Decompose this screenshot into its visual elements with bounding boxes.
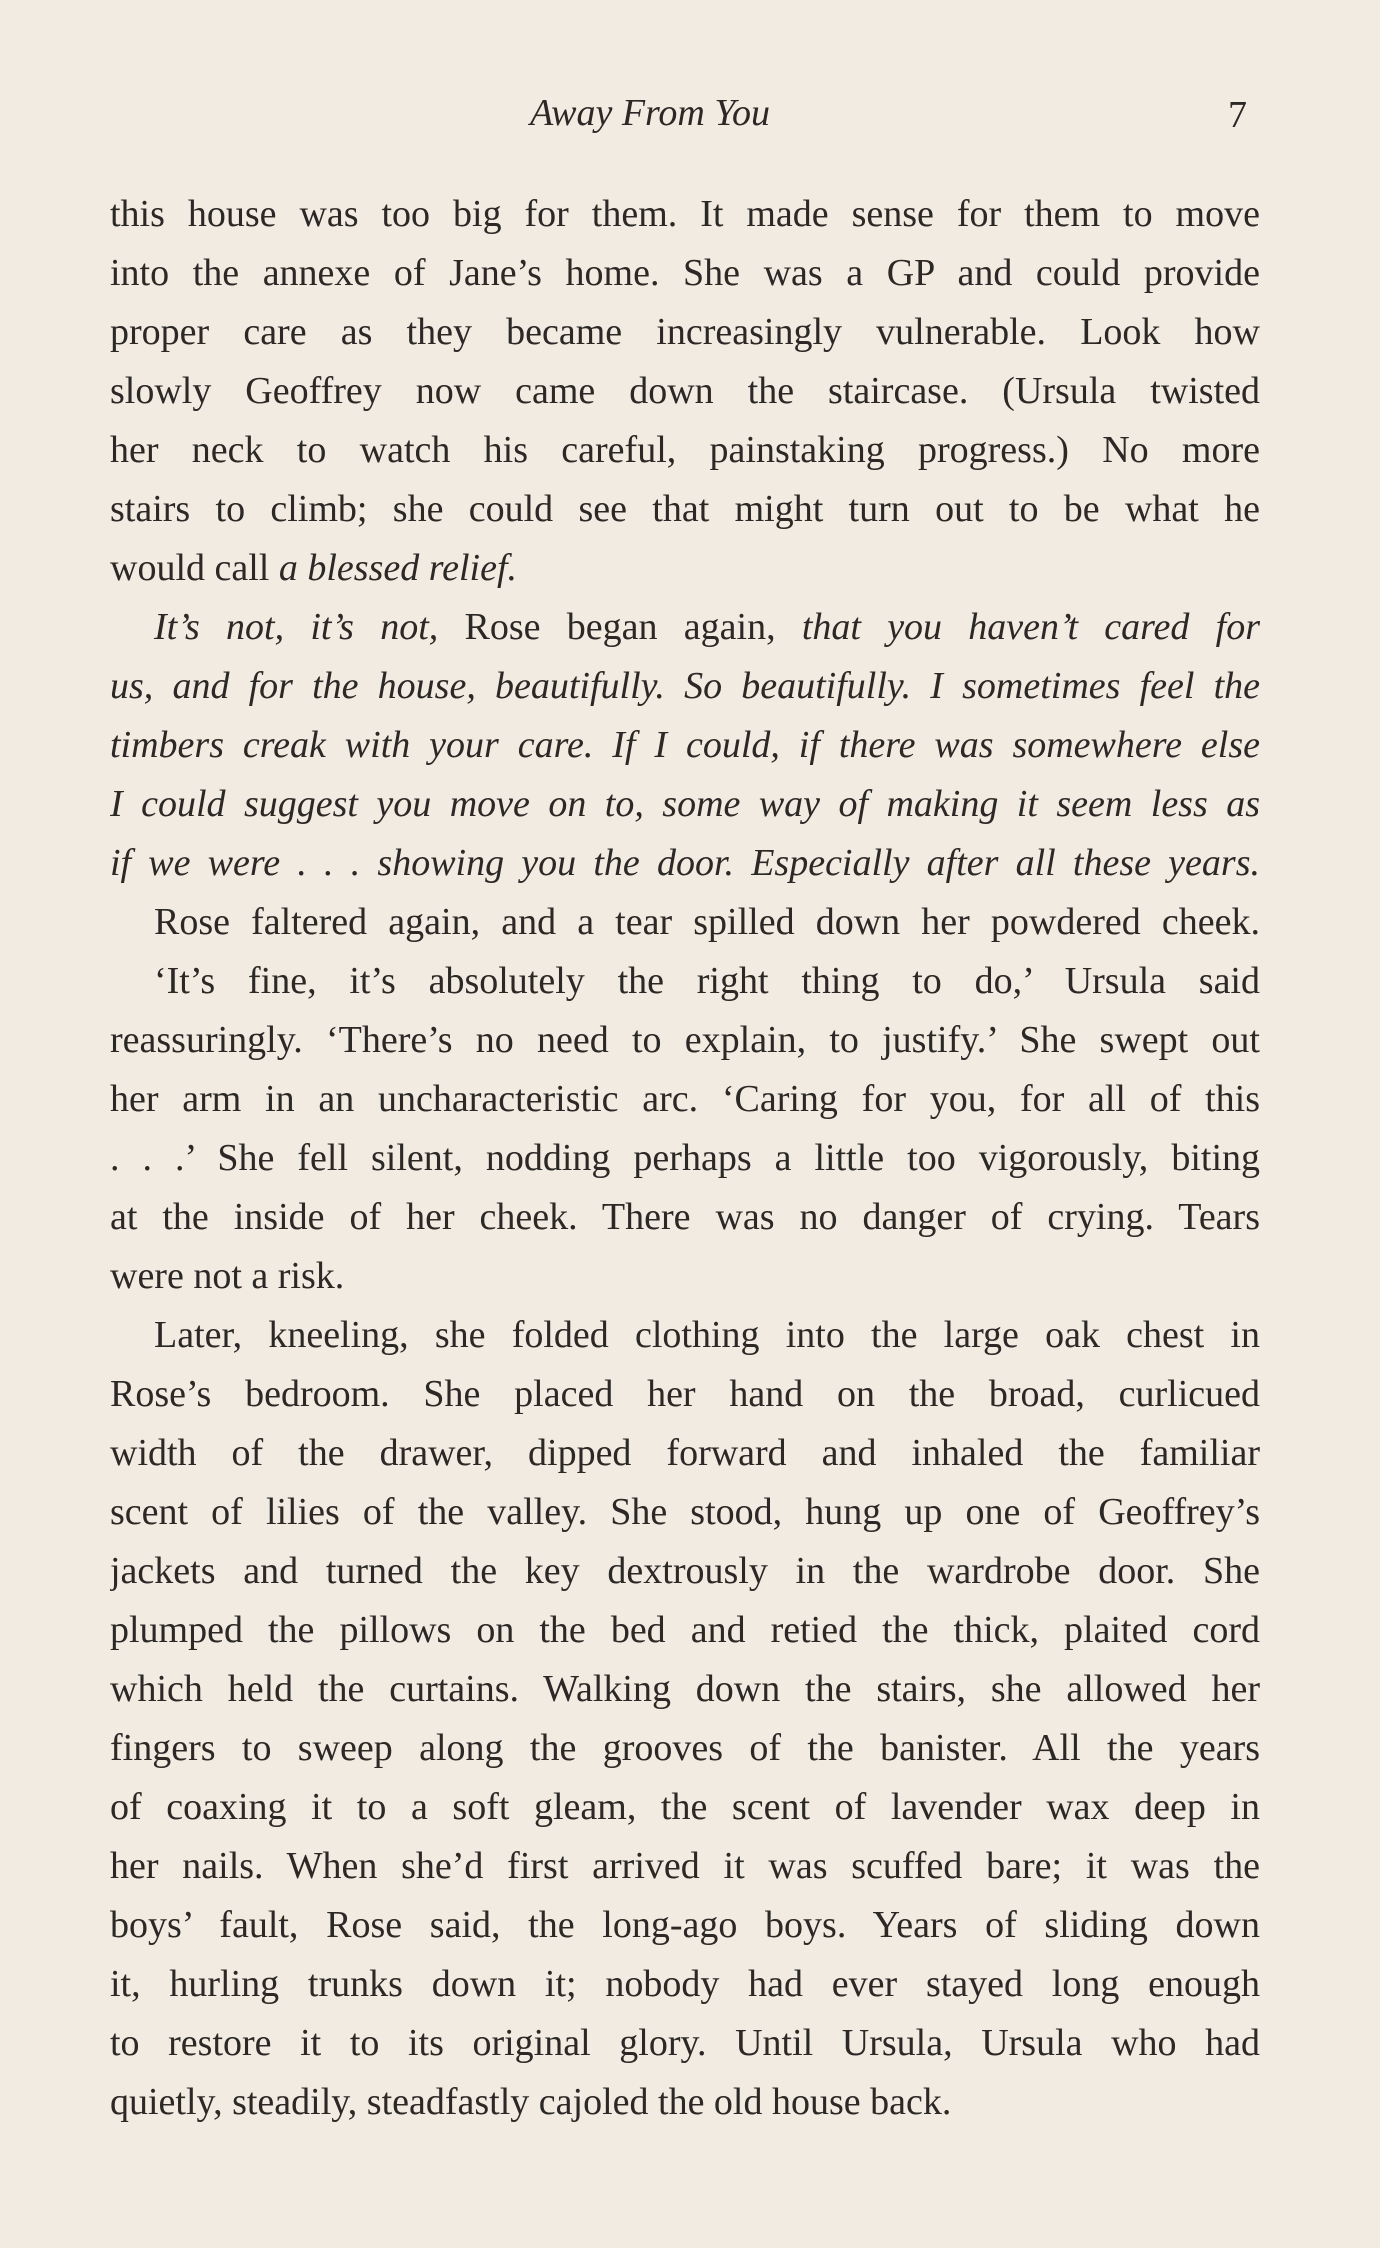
text-line: it, hurling trunks down it; nobody had ever stayed long enough bbox=[110, 1963, 1260, 2005]
text-line: plumped the pillows on the bed and retied the thick, plaited cord bbox=[110, 1609, 1260, 1651]
text-line bbox=[110, 598, 1260, 657]
text-line: into the annexe of Jane’s home. She was a GP and could provide bbox=[110, 252, 1260, 294]
running-head bbox=[0, 88, 1380, 138]
text-line: width of the drawer, dipped forward and inhaled the familiar bbox=[110, 1432, 1260, 1474]
text-line: Rose faltered again, and a tear spilled down her powdered cheek. bbox=[154, 901, 1260, 943]
text-line: jackets and turned the key dextrously in the wardrobe door. She bbox=[110, 1550, 1260, 1592]
text-line: slowly Geoffrey now came down the staircase. (Ursula twisted bbox=[110, 370, 1260, 412]
text-line: . . .’ She fell silent, nodding perhaps a little too vigorously, biting bbox=[110, 1137, 1260, 1179]
text-line: her nails. When she’d first arrived it was scuffed bare; it was the bbox=[110, 1845, 1260, 1887]
text-span: Rose began again, bbox=[438, 606, 802, 648]
text-line: I could suggest you move on to, some way of making it seem less as bbox=[110, 783, 1260, 825]
page-number: 7 bbox=[1228, 94, 1247, 136]
text-line: of coaxing it to a soft gleam, the scent of lavender wax deep in bbox=[110, 1786, 1260, 1828]
text-line: to restore it to its original glory. Until Ursula, Ursula who had bbox=[110, 2022, 1260, 2064]
text-line: her arm in an uncharacteristic arc. ‘Caring for you, for all of this bbox=[110, 1078, 1260, 1120]
text-line: Rose’s bedroom. She placed her hand on the broad, curlicued bbox=[110, 1373, 1260, 1415]
italic-span: that you haven’t cared for bbox=[801, 606, 1260, 648]
text-line: if we were . . . showing you the door. Especially after all these years. bbox=[110, 842, 1260, 884]
text-line bbox=[110, 539, 1260, 598]
text-line: at the inside of her cheek. There was no danger of crying. Tears bbox=[110, 1196, 1260, 1238]
text-line: fingers to sweep along the grooves of the banister. All the years bbox=[110, 1727, 1260, 1769]
italic-span: It’s not, it’s not, bbox=[154, 606, 439, 648]
text-line: were not a risk. bbox=[110, 1255, 345, 1297]
italic-span: a blessed relief. bbox=[278, 547, 518, 589]
text-line: us, and for the house, beautifully. So beautifully. I sometimes feel the bbox=[110, 665, 1260, 707]
text-line: scent of lilies of the valley. She stood, hung up one of Geoffrey’s bbox=[110, 1491, 1260, 1533]
text-line: boys’ fault, Rose said, the long-ago boys. Years of sliding down bbox=[110, 1904, 1260, 1946]
text-line: stairs to climb; she could see that might turn out to be what he bbox=[110, 488, 1260, 530]
text-line: quietly, steadily, steadfastly cajoled the old house back. bbox=[110, 2081, 952, 2123]
text-line: which held the curtains. Walking down the stairs, she allowed her bbox=[110, 1668, 1260, 1710]
text-span: would call bbox=[110, 547, 279, 589]
text-line: this house was too big for them. It made sense for them to move bbox=[110, 193, 1260, 235]
text-line: Later, kneeling, she folded clothing into the large oak chest in bbox=[154, 1314, 1260, 1356]
text-line: her neck to watch his careful, painstaking progress.) No more bbox=[110, 429, 1260, 471]
text-line: reassuringly. ‘There’s no need to explain, to justify.’ She swept out bbox=[110, 1019, 1260, 1061]
text-line: proper care as they became increasingly vulnerable. Look how bbox=[110, 311, 1260, 353]
text-line: ‘It’s fine, it’s absolutely the right thing to do,’ Ursula said bbox=[154, 960, 1260, 1002]
body-text bbox=[110, 185, 1260, 2132]
text-line: timbers creak with your care. If I could, if there was somewhere else bbox=[110, 724, 1260, 766]
running-title: Away From You bbox=[530, 92, 771, 134]
